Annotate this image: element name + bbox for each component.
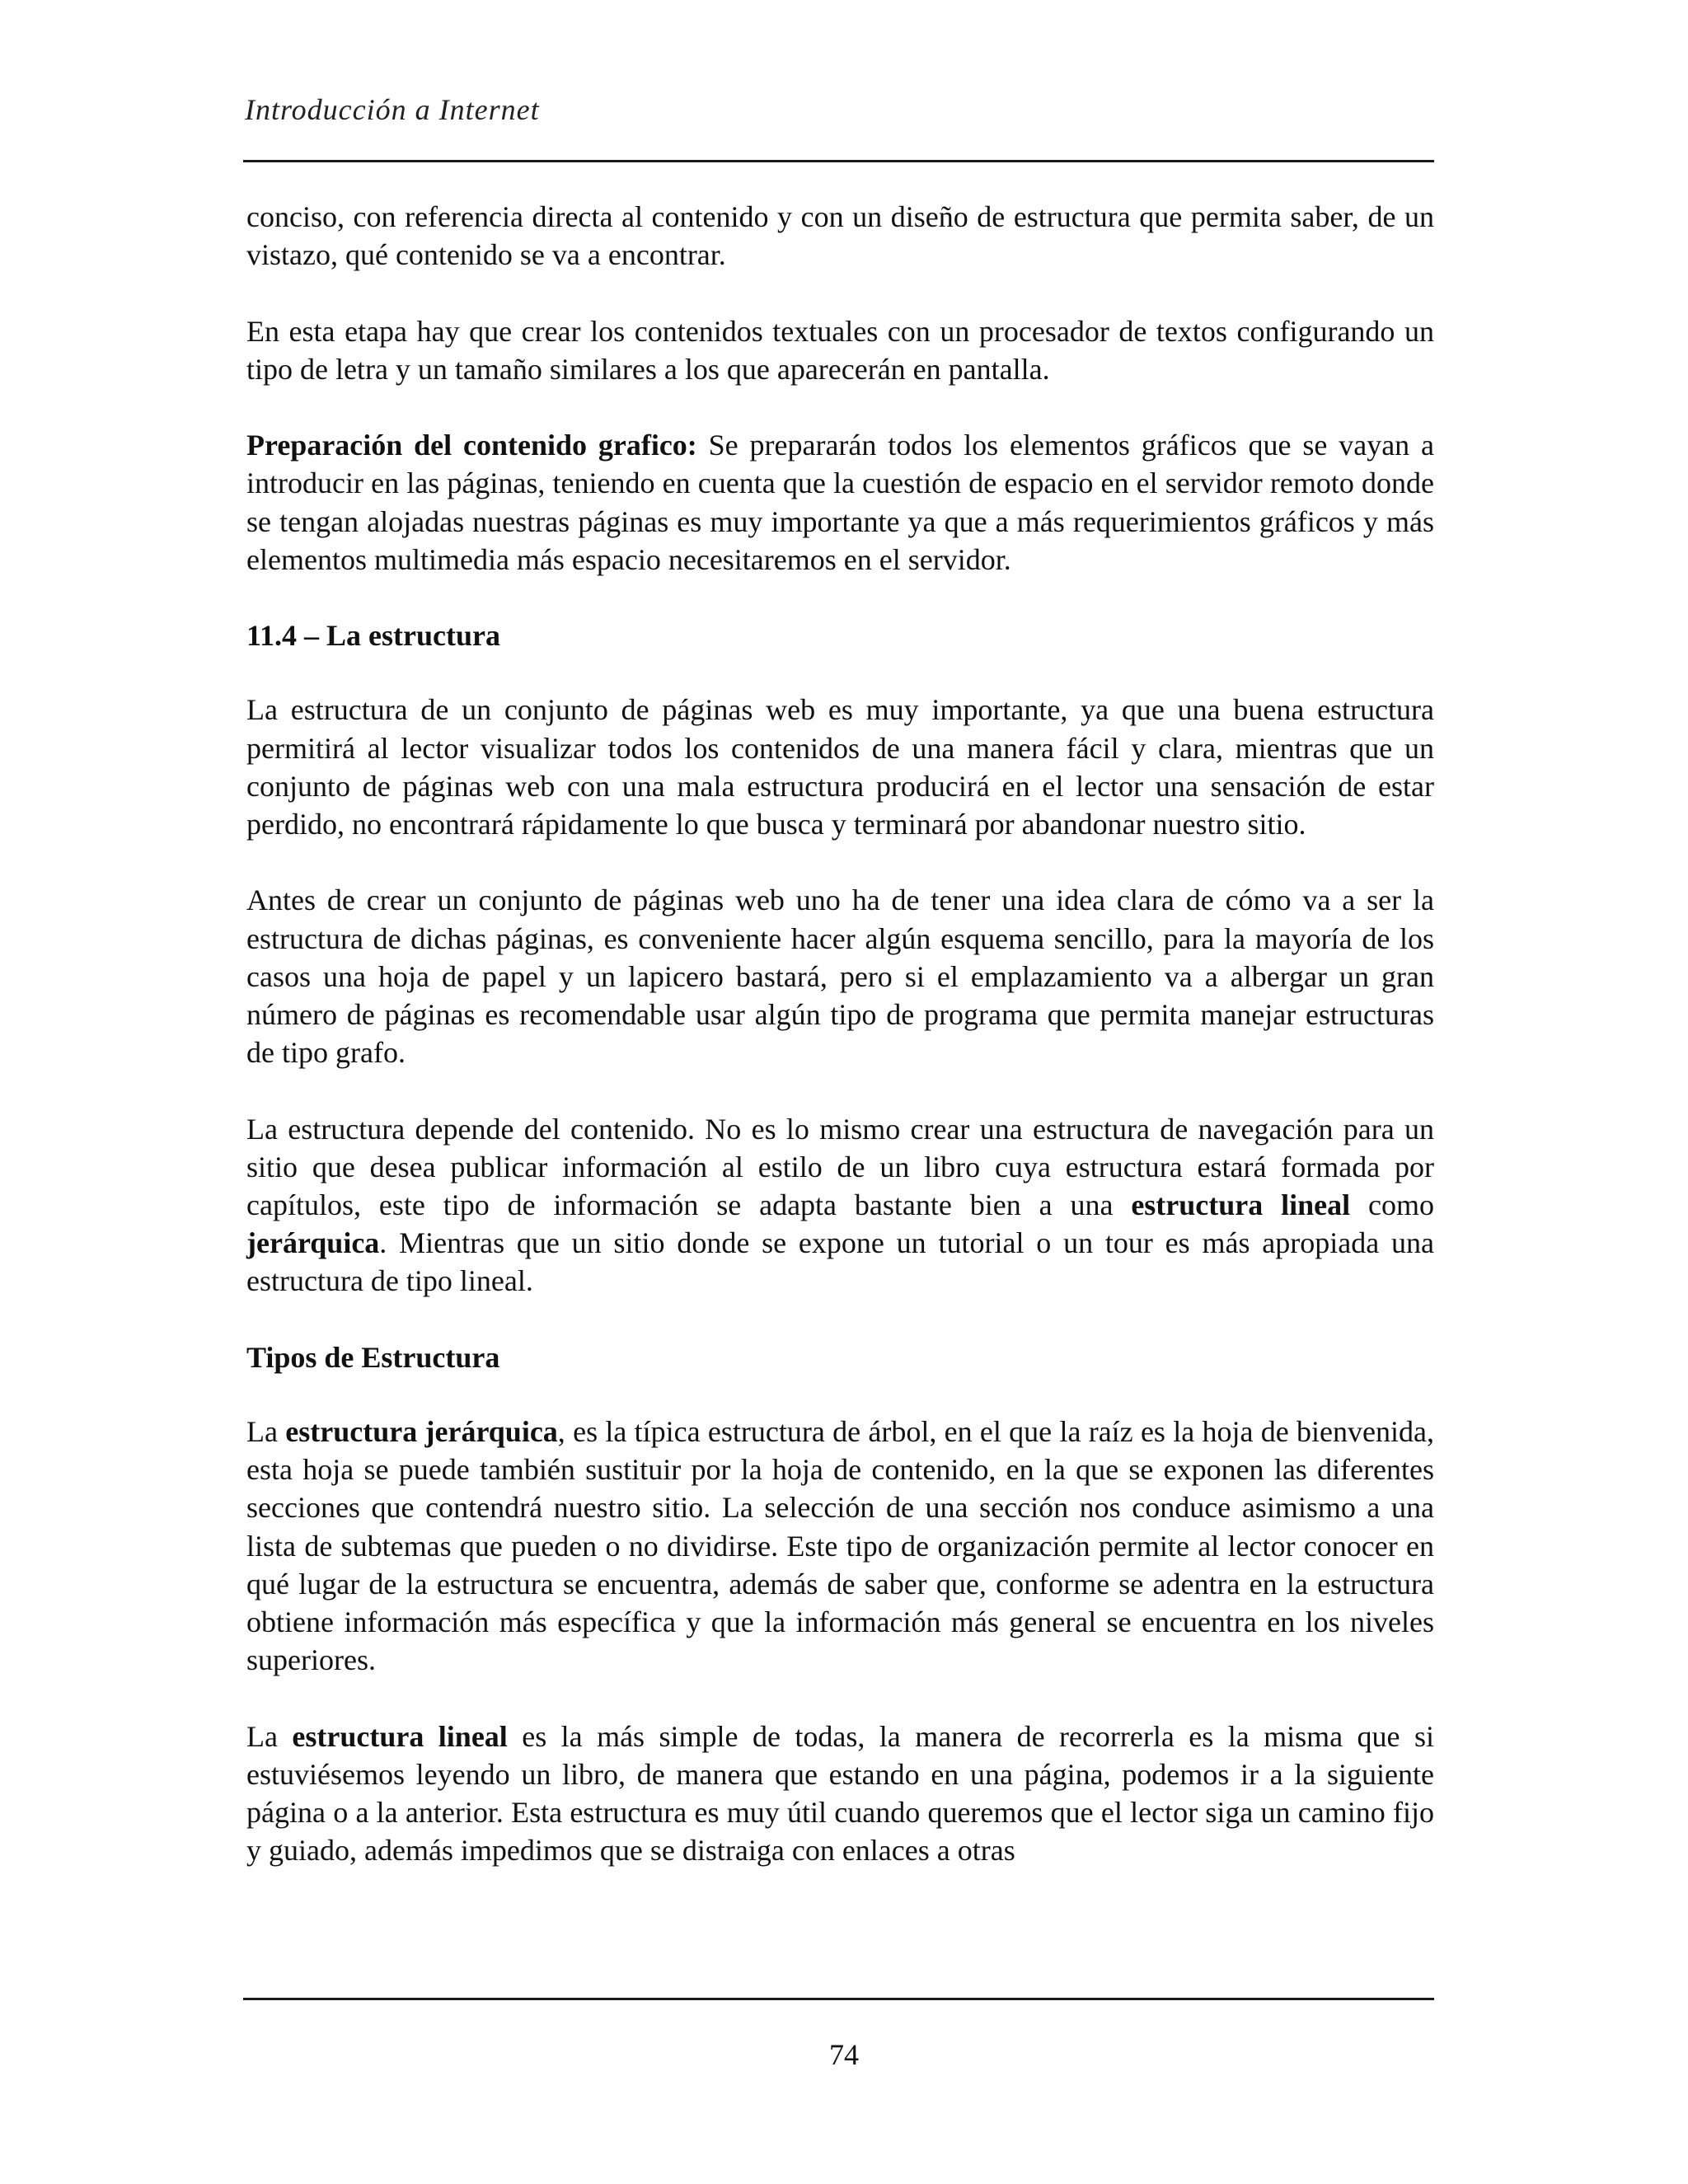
paragraph-6-part-c: como [1350, 1188, 1434, 1221]
paragraph-8-part-a: La [246, 1719, 293, 1753]
paragraph-3-text: Se prepararán todos los elementos gráficos que se vayan a introducir en las páginas, teniendo en cuenta que la cuestión de espacio en el servidor remoto donde se tengan alojadas nuestras páginas es muy importante ya que a más requerimientos gráficos y más elementos multimedia más espacio necesitaremos en el servidor. [246, 429, 1435, 576]
section-heading: 11.4 – La estructura [246, 619, 500, 653]
paragraph-4: La estructura de un conjunto de páginas web es muy importante, ya que una buena estructura permitirá al lector visualizar todos los contenidos de una manera fácil y clara, mientras que un conjunto de páginas web con una mala estructura producirá en el lector una sensación de estar perdido, no encontrará rápidamente lo que busca y terminará por abandonar nuestro sitio. [246, 693, 1434, 841]
page-number: 74 [829, 2038, 859, 2071]
paragraph-6 [246, 1110, 1434, 1301]
paragraph-7-part-a: La [246, 1415, 286, 1448]
paragraph-8-part-c: es la más simple de todas, la manera de recorrerla es la misma que si estuviésemos leyendo un libro, de manera que estando en una página, podemos ir a la siguiente página o a la anterior. Esta estructura es muy útil cuando queremos que el lector siga un camino fijo y guiado, además impedimos que se distraiga con enlaces a otras [246, 1719, 1434, 1868]
term-estructura-lineal: estructura lineal [1131, 1188, 1351, 1221]
term-estructura-lineal-2: estructura lineal [292, 1719, 508, 1753]
paragraph-6-part-d: . Mientras que un sitio donde se expone un tutorial o un tour es más apropiada una estructura de tipo lineal. [246, 1226, 1434, 1298]
subsection-heading: Tipos de Estructura [246, 1340, 500, 1374]
paragraph-3 [246, 426, 1434, 579]
running-header: Introducción a Internet [245, 93, 540, 126]
paragraph-7-part-c: , es la típica estructura de árbol, en el que la raíz es la hoja de bienvenida, esta hoja se puede también sustituir por la hoja de contenido, en la que se exponen las diferentes secciones que contendrá nuestro sitio. La selección de una sección nos conduce asimismo a una lista de subtemas que pueden o no dividirse. Este tipo de organización permite al lector conocer en qué lugar de la estructura se encuentra, además de saber que, conforme se adentra en la estructura obtiene información más específica y que la información más general se encuentra en los niveles superiores. [246, 1415, 1434, 1677]
term-jerarquica: jerárquica [246, 1226, 380, 1260]
paragraph-1: conciso, con referencia directa al contenido y con un diseño de estructura que permita saber, de un vistazo, qué contenido se va a encontrar. [246, 200, 1434, 272]
paragraph-3-lead: Preparación del contenido grafico: [246, 429, 697, 462]
paragraph-6-part-a: La estructura depende del contenido. No es lo mismo crear una estructura de navegación para un sitio que desea publicar información al estilo de un libro cuya estructura estará formada por capítulos, este tipo de información se adapta bastante bien a una [246, 1112, 1434, 1221]
term-estructura-jerarquica: estructura jerárquica [285, 1415, 558, 1448]
paragraph-5: Antes de crear un conjunto de páginas web uno ha de tener una idea clara de cómo va a ser la estructura de dichas páginas, es conveniente hacer algún esquema sencillo, para la mayoría de los casos una hoja de papel y un lapicero bastará, pero si el emplazamiento va a albergar un gran número de páginas es recomendable usar algún tipo de programa que permita manejar estructuras de tipo grafo. [246, 883, 1434, 1070]
paragraph-7 [246, 1413, 1434, 1679]
paragraph-8 [246, 1718, 1434, 1870]
paragraph-2: En esta etapa hay que crear los contenidos textuales con un procesador de textos configurando un tipo de letra y un tamaño similares a los que aparecerán en pantalla. [246, 314, 1434, 386]
page-body [246, 198, 1434, 1869]
header-rule [243, 160, 1434, 162]
footer-rule [243, 1998, 1434, 2000]
